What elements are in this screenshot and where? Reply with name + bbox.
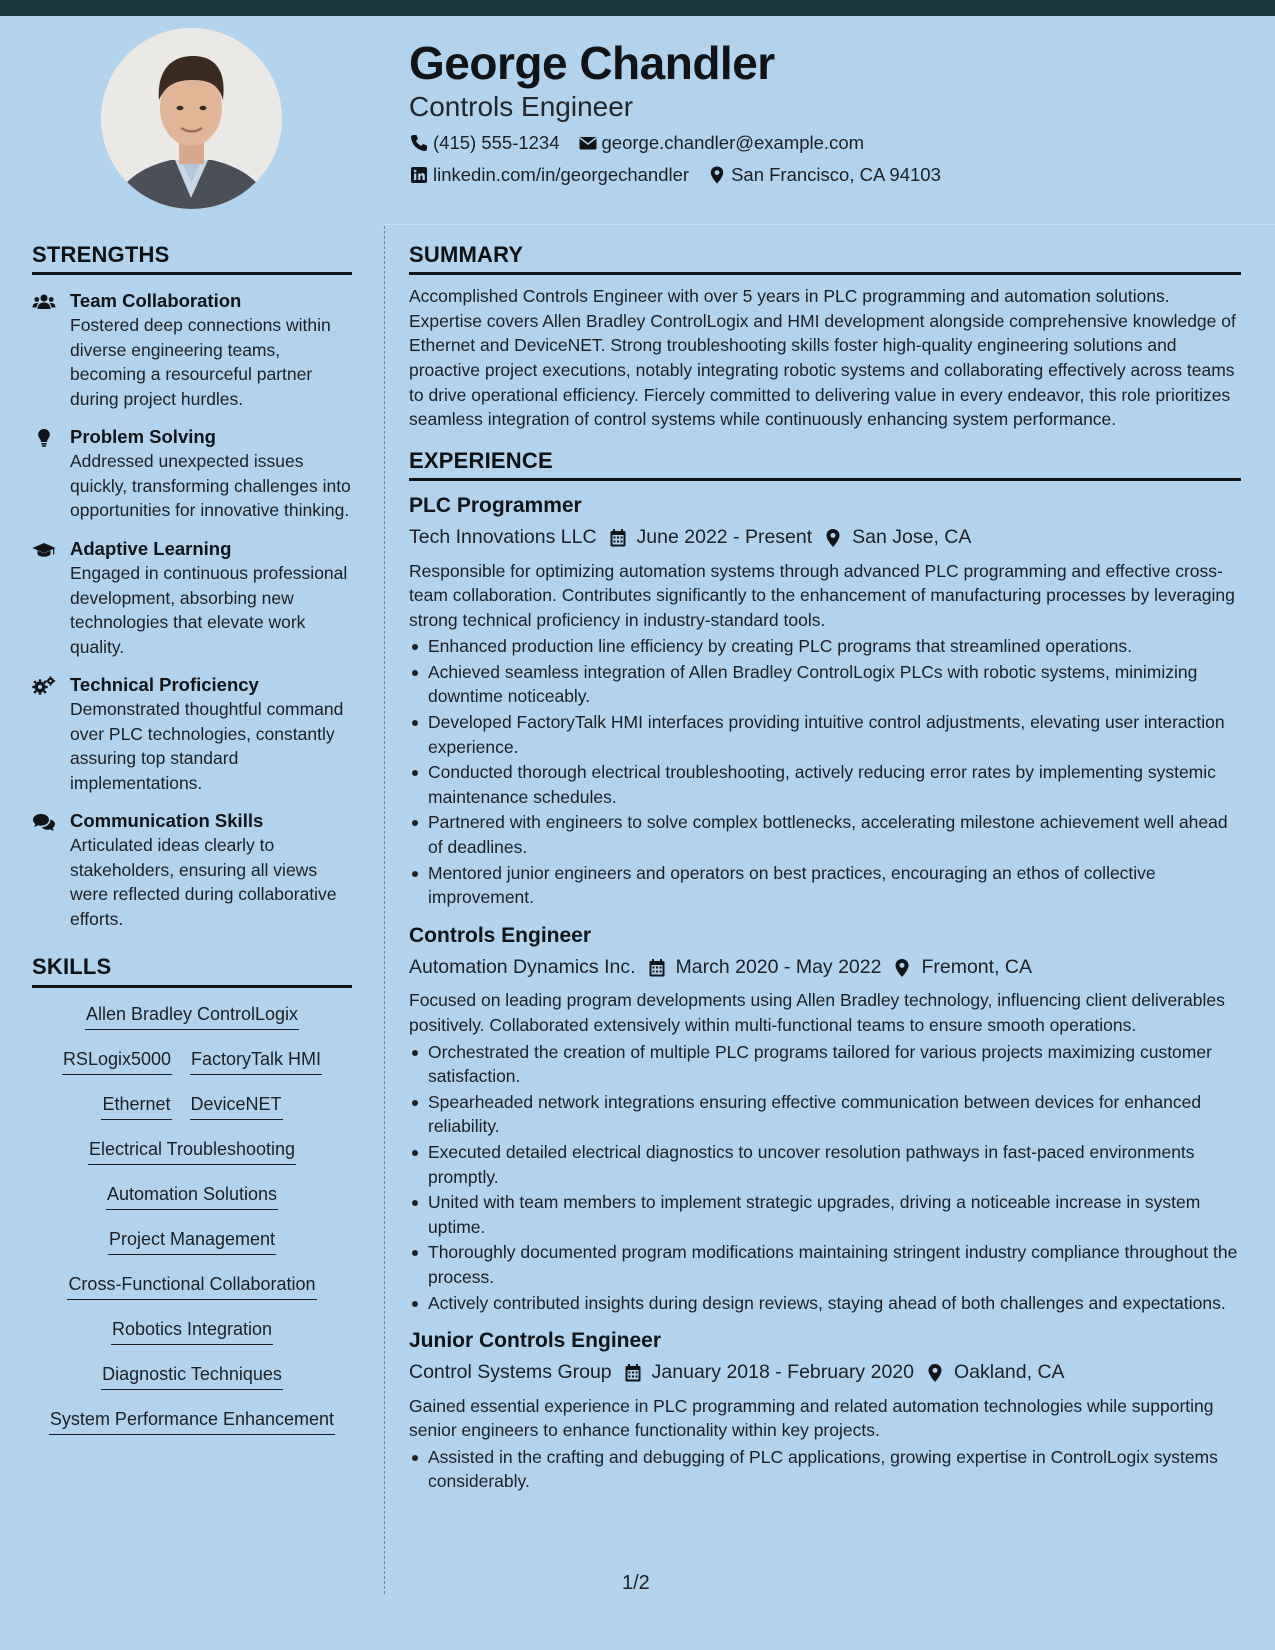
job-title: Junior Controls Engineer	[409, 1329, 662, 1353]
job-entry	[409, 923, 1241, 1315]
summary-text: Accomplished Controls Engineer with over 5 years in PLC programming and automation solutions. Expertise covers Allen Bradley ControlLogix and HMI development alongside comprehensive knowledge of Ethernet and DeviceNET. Strong troubleshooting skills foster high-quality engineering solutions and proactive project executions, notably integrating robotic systems and collaborating effectively across teams to drive operational efficiency. Fiercely committed to delivering value in every endeavor, this role prioritizes seamless integration of control systems while continuously enhancing system performance.	[409, 286, 1236, 430]
strength-item	[32, 809, 352, 931]
job-description: Gained essential experience in PLC programming and related automation technologies while supporting senior engineers to enhance functionality within key projects.	[409, 1395, 1214, 1441]
job-company: Control Systems Group	[409, 1361, 612, 1384]
strength-title: Adaptive Learning	[70, 537, 232, 559]
strength-desc: Engaged in continuous professional development, absorbing new technologies that elevate work quality.	[70, 563, 348, 657]
strength-title: Team Collaboration	[70, 290, 242, 312]
skill-tag: System Performance Enhancement	[49, 1407, 335, 1435]
strength-item	[32, 537, 352, 659]
phone-icon	[409, 133, 429, 153]
profile-photo	[101, 28, 282, 209]
job-bullet: Thoroughly documented program modifications maintaining stringent industry compliance throughout the process.	[409, 1240, 1241, 1289]
job-company: Tech Innovations LLC	[409, 526, 597, 549]
job-description: Responsible for optimizing automation systems through advanced PLC programming and effective cross-team collaboration. Contributes significantly to the enhancement of manufacturing processes by leveraging strong technical proficiency in industry-standard tools.	[409, 560, 1235, 630]
chat-bubbles-icon	[32, 812, 56, 832]
job-dates: June 2022 - Present	[636, 526, 813, 549]
skill-tag: Cross-Functional Collaboration	[67, 1272, 316, 1300]
candidate-name: George Chandler	[409, 37, 775, 89]
left-column	[32, 243, 352, 1452]
strength-desc: Addressed unexpected issues quickly, transforming challenges into opportunities for innovative thinking.	[70, 451, 351, 521]
map-pin-icon	[824, 528, 842, 548]
linkedin-contact[interactable]	[409, 164, 689, 186]
top-bar	[0, 0, 1275, 16]
strength-item	[32, 289, 352, 411]
skill-tag: Diagnostic Techniques	[101, 1362, 283, 1390]
job-bullet: Actively contributed insights during design reviews, staying ahead of both challenges and expectations.	[409, 1291, 1241, 1316]
job-bullet: Partnered with engineers to solve complex bottlenecks, accelerating milestone achievement well ahead of deadlines.	[409, 810, 1241, 859]
job-company: Automation Dynamics Inc.	[409, 956, 636, 979]
strengths-heading: STRENGTHS	[32, 243, 352, 275]
strength-title: Technical Proficiency	[70, 674, 259, 696]
job-location: Oakland, CA	[953, 1361, 1065, 1384]
skill-tag: Electrical Troubleshooting	[88, 1137, 296, 1165]
job-bullet: Executed detailed electrical diagnostics to uncover resolution pathways in fast-paced environments promptly.	[409, 1140, 1241, 1189]
map-pin-icon	[707, 165, 727, 185]
job-title: Controls Engineer	[409, 923, 592, 947]
job-bullet: Enhanced production line efficiency by creating PLC programs that streamlined operations.	[409, 634, 1241, 659]
strength-desc: Demonstrated thoughtful command over PLC technologies, constantly assuring top standard implementations.	[70, 699, 344, 793]
strength-title: Communication Skills	[70, 810, 264, 832]
skill-tag: RSLogix5000	[62, 1047, 172, 1075]
strength-item	[32, 673, 352, 795]
job-entry	[409, 1328, 1241, 1494]
phone-text: (415) 555-1234	[433, 131, 560, 153]
gears-icon	[32, 676, 56, 696]
experience-section	[409, 449, 1241, 1494]
skill-tag: Robotics Integration	[111, 1317, 273, 1345]
contact-row-2	[409, 164, 1249, 186]
experience-heading: EXPERIENCE	[409, 449, 1241, 481]
skill-tag: Project Management	[108, 1227, 276, 1255]
job-dates: March 2020 - May 2022	[675, 956, 882, 979]
map-pin-icon	[926, 1363, 944, 1383]
header-divider	[382, 224, 1275, 225]
job-bullet: Conducted thorough electrical troubleshooting, actively reducing error rates by implementing systemic maintenance schedules.	[409, 760, 1241, 809]
calendar-icon	[609, 528, 627, 548]
job-bullet: Assisted in the crafting and debugging of PLC applications, growing expertise in ControlLogix systems considerably.	[409, 1445, 1241, 1494]
job-bullets	[409, 634, 1241, 910]
calendar-icon	[624, 1363, 642, 1383]
job-bullet: United with team members to implement strategic upgrades, driving a noticeable increase in system uptime.	[409, 1190, 1241, 1239]
skill-tag: Ethernet	[101, 1092, 171, 1120]
job-location: Fremont, CA	[921, 956, 1032, 979]
job-meta	[409, 956, 1241, 979]
job-location: San Jose, CA	[852, 526, 972, 549]
job-bullet: Developed FactoryTalk HMI interfaces providing intuitive control adjustments, elevating user interaction experience.	[409, 710, 1241, 759]
calendar-icon	[648, 958, 666, 978]
graduation-cap-icon	[32, 540, 56, 560]
strength-item	[32, 425, 352, 523]
job-bullets	[409, 1445, 1241, 1494]
phone-contact	[409, 132, 560, 154]
users-icon	[32, 292, 56, 312]
location-contact	[707, 164, 941, 186]
map-pin-icon	[893, 958, 911, 978]
job-meta	[409, 526, 1241, 549]
email-contact[interactable]	[578, 132, 865, 154]
contact-row-1	[409, 132, 1249, 154]
location-text: San Francisco, CA 94103	[731, 163, 941, 185]
strength-desc: Articulated ideas clearly to stakeholders, ensuring all views were reflected during collaborative efforts.	[70, 835, 337, 929]
job-bullet: Mentored junior engineers and operators on best practices, encouraging an ethos of collective improvement.	[409, 861, 1241, 910]
strength-desc: Fostered deep connections within diverse engineering teams, becoming a resourceful partner during project hurdles.	[70, 315, 331, 409]
skills-list	[32, 1002, 352, 1452]
skill-tag: DeviceNET	[190, 1092, 283, 1120]
job-entry	[409, 493, 1241, 910]
job-bullet: Spearheaded network integrations ensuring effective communication between devices for enhanced reliability.	[409, 1090, 1241, 1139]
linkedin-icon	[409, 165, 429, 185]
summary-heading: SUMMARY	[409, 243, 1241, 275]
email-text: george.chandler@example.com	[601, 131, 865, 153]
linkedin-text: linkedin.com/in/georgechandler	[433, 163, 690, 185]
page-number: 1/2	[622, 1572, 650, 1594]
envelope-icon	[578, 133, 598, 153]
job-bullet: Orchestrated the creation of multiple PLC programs tailored for various projects maximizing customer satisfaction.	[409, 1040, 1241, 1089]
skills-section	[32, 955, 352, 1451]
strength-title: Problem Solving	[70, 426, 216, 448]
skill-tag: Automation Solutions	[106, 1182, 278, 1210]
job-bullet: Achieved seamless integration of Allen Bradley ControlLogix PLCs with robotic systems, minimizing downtime noticeably.	[409, 660, 1241, 709]
candidate-title: Controls Engineer	[409, 91, 634, 122]
job-dates: January 2018 - February 2020	[651, 1361, 914, 1384]
job-meta	[409, 1361, 1241, 1384]
portrait-image	[101, 28, 282, 209]
strengths-list	[32, 289, 352, 931]
job-title: PLC Programmer	[409, 493, 582, 517]
job-description: Focused on leading program developments using Allen Bradley technology, influencing client deliverables positively. Collaborated extensively within multi-functional teams to ensure smooth operations.	[409, 990, 1225, 1035]
resume-header	[409, 37, 1249, 186]
lightbulb-icon	[32, 428, 56, 448]
skill-tag: Allen Bradley ControlLogix	[85, 1002, 299, 1030]
skill-tag: FactoryTalk HMI	[190, 1047, 322, 1075]
right-column	[409, 243, 1241, 1495]
column-divider	[384, 226, 385, 1594]
job-bullets	[409, 1040, 1241, 1316]
skills-heading: SKILLS	[32, 955, 352, 987]
